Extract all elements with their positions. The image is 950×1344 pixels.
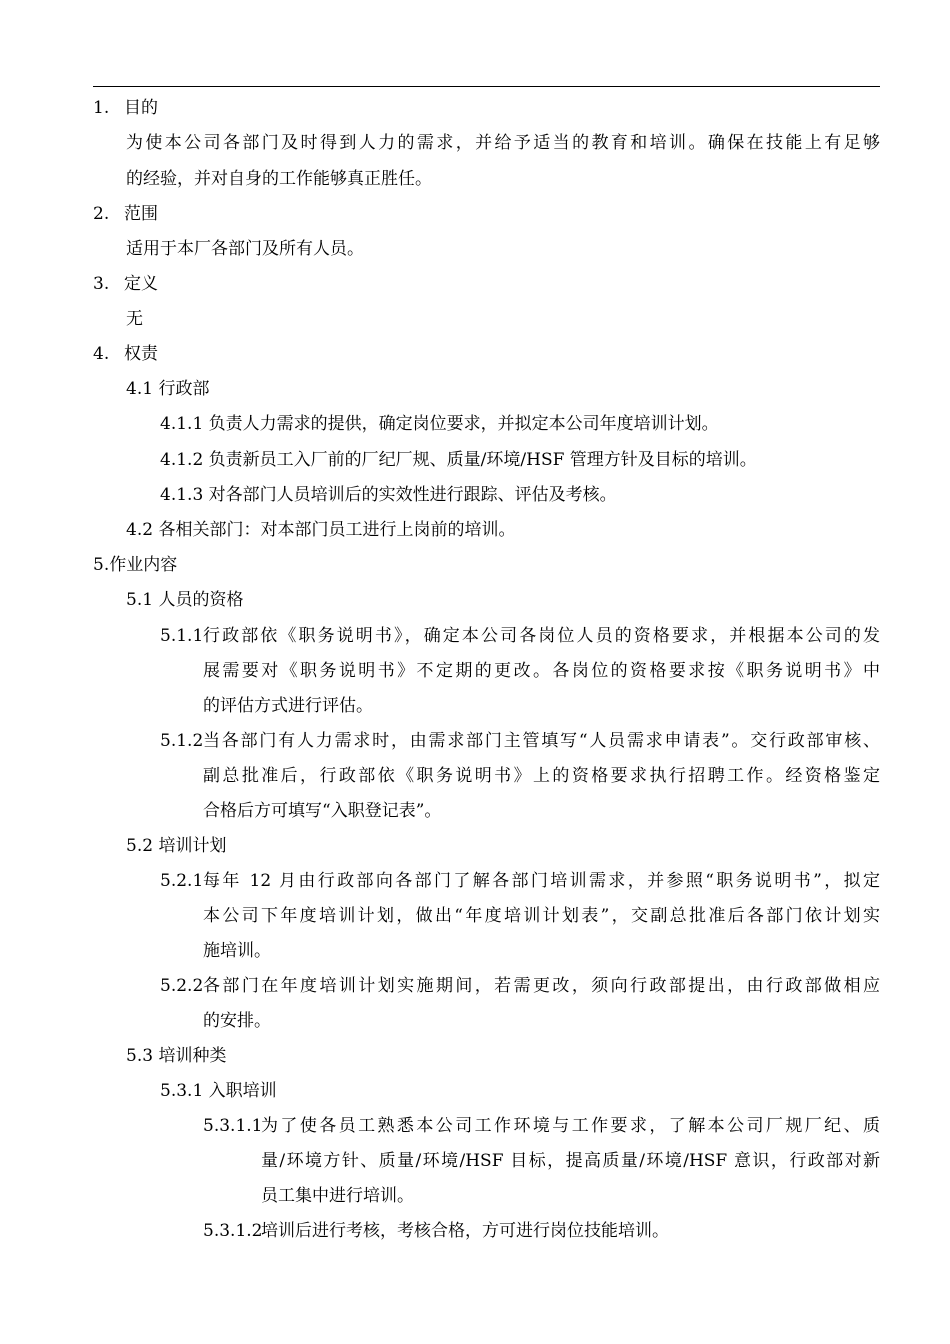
subsection-4-2: 4.2 各相关部门：对本部门员工进行上岗前的培训。 bbox=[126, 520, 516, 540]
item-5-3-1-1-line: 为了使各员工熟悉本公司工作环境与工作要求，了解本公司厂规厂纪、质 bbox=[261, 1116, 880, 1136]
subsection-5-1-heading: 5.1 人员的资格 bbox=[126, 590, 244, 610]
item-5-3-1-1-number: 5.3.1.1 bbox=[203, 1116, 263, 1136]
item-5-3-1-1-line: 员工集中进行培训。 bbox=[261, 1186, 414, 1206]
section-5-heading: 5.作业内容 bbox=[93, 555, 178, 575]
item-5-2-1-number: 5.2.1 bbox=[160, 871, 204, 891]
item-5-3-1-1-line: 量/环境方针、质量/环境/HSF 目标，提高质量/环境/HSF 意识，行政部对新 bbox=[261, 1151, 880, 1171]
subsection-5-3-heading: 5.3 培训种类 bbox=[126, 1046, 227, 1066]
section-3-number: 3. bbox=[93, 274, 110, 294]
section-4-title: 权责 bbox=[124, 344, 158, 364]
section-1-body-line: 的经验，并对自身的工作能够真正胜任。 bbox=[126, 169, 432, 189]
item-5-2-2-line: 的安排。 bbox=[203, 1011, 271, 1031]
item-5-1-2-line: 当各部门有人力需求时，由需求部门主管填写“人员需求申请表”。交行政部审核、 bbox=[203, 731, 880, 751]
subsection-5-3-1-heading: 5.3.1 入职培训 bbox=[160, 1081, 277, 1101]
item-5-2-1-line: 施培训。 bbox=[203, 941, 271, 961]
item-4-1-2: 4.1.2 负责新员工入厂前的厂纪厂规、质量/环境/HSF 管理方针及目标的培训。 bbox=[160, 450, 757, 470]
section-4-number: 4. bbox=[93, 344, 110, 364]
section-1-title: 目的 bbox=[124, 98, 158, 118]
section-2-number: 2. bbox=[93, 204, 110, 224]
item-5-3-1-2-line: 培训后进行考核，考核合格，方可进行岗位技能培训。 bbox=[261, 1221, 669, 1241]
item-5-1-1-line: 的评估方式进行评估。 bbox=[203, 696, 373, 716]
item-5-1-2-line: 合格后方可填写“入职登记表”。 bbox=[203, 801, 442, 821]
item-5-2-2-number: 5.2.2 bbox=[160, 976, 204, 996]
section-3-body-line: 无 bbox=[126, 309, 143, 329]
section-2-body-line: 适用于本厂各部门及所有人员。 bbox=[126, 239, 364, 259]
item-5-1-1-number: 5.1.1 bbox=[160, 626, 204, 646]
subsection-4-1-heading: 4.1 行政部 bbox=[126, 379, 210, 399]
section-1-body-line: 为使本公司各部门及时得到人力的需求，并给予适当的教育和培训。确保在技能上有足够 bbox=[126, 133, 880, 153]
item-4-1-1: 4.1.1 负责人力需求的提供，确定岗位要求，并拟定本公司年度培训计划。 bbox=[160, 414, 719, 434]
item-5-1-1-line: 展需要对《职务说明书》不定期的更改。各岗位的资格要求按《职务说明书》中 bbox=[203, 661, 880, 681]
subsection-5-2-heading: 5.2 培训计划 bbox=[126, 836, 227, 856]
item-5-2-2-line: 各部门在年度培训计划实施期间，若需更改，须向行政部提出，由行政部做相应 bbox=[203, 976, 880, 996]
item-5-2-1-line: 每年 12 月由行政部向各部门了解各部门培训需求，并参照“职务说明书”，拟定 bbox=[203, 871, 880, 891]
section-3-title: 定义 bbox=[124, 274, 158, 294]
item-5-3-1-2-number: 5.3.1.2 bbox=[203, 1221, 263, 1241]
header-rule bbox=[93, 86, 880, 87]
item-5-2-1-line: 本公司下年度培训计划，做出“年度培训计划表”，交副总批准后各部门依计划实 bbox=[203, 906, 880, 926]
item-4-1-3: 4.1.3 对各部门人员培训后的实效性进行跟踪、评估及考核。 bbox=[160, 485, 617, 505]
section-2-title: 范围 bbox=[124, 204, 158, 224]
item-5-1-2-line: 副总批准后，行政部依《职务说明书》上的资格要求执行招聘工作。经资格鉴定 bbox=[203, 766, 880, 786]
item-5-1-1-line: 行政部依《职务说明书》，确定本公司各岗位人员的资格要求，并根据本公司的发 bbox=[203, 626, 880, 646]
section-1-number: 1. bbox=[93, 98, 110, 118]
item-5-1-2-number: 5.1.2 bbox=[160, 731, 204, 751]
